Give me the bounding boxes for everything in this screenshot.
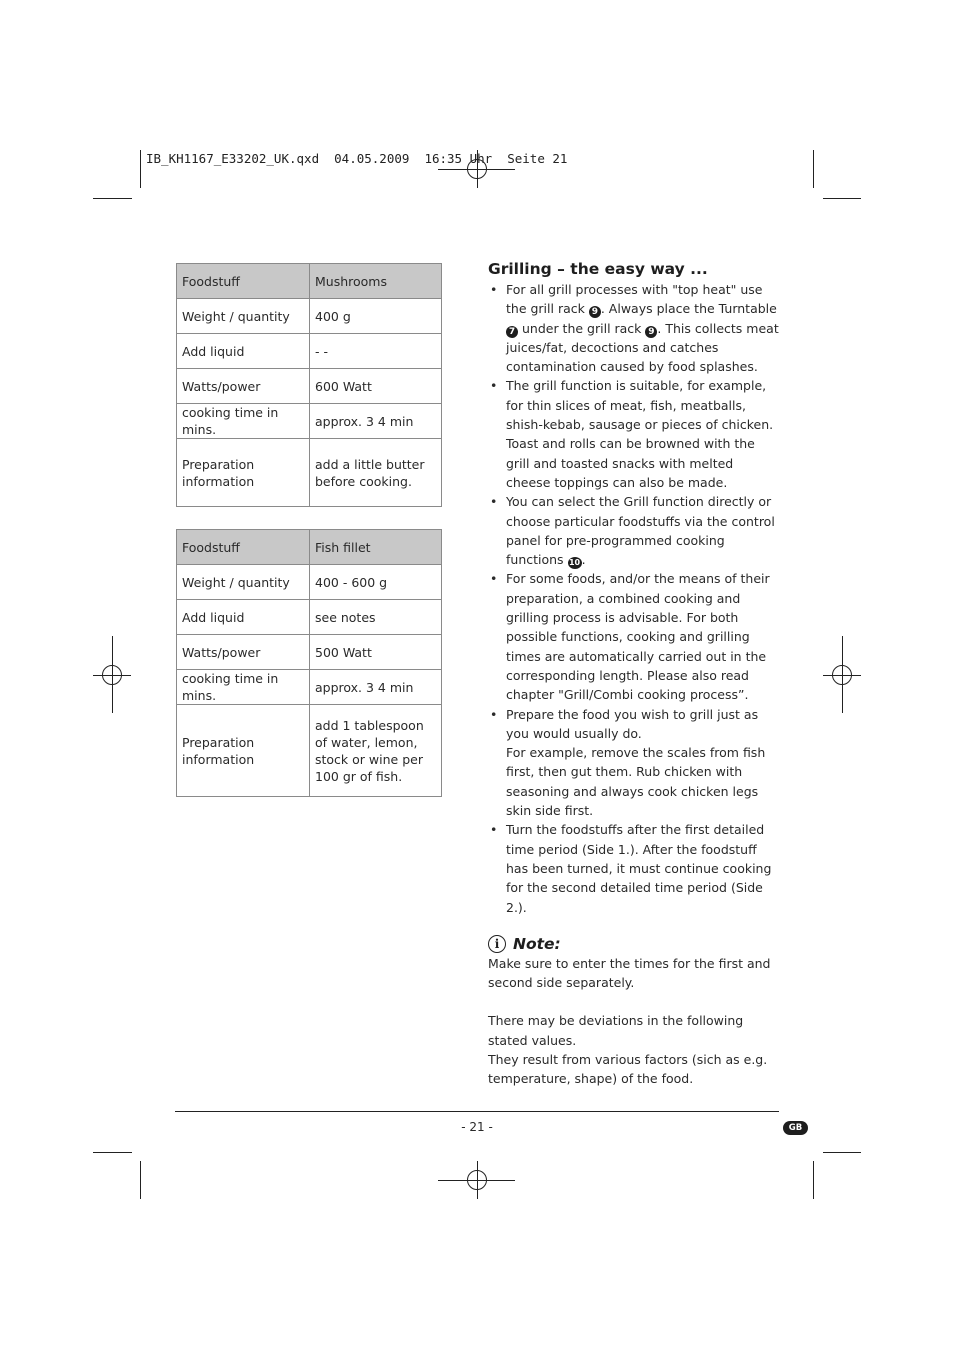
- table-row: [177, 635, 442, 670]
- table-cell: Weight / quantity: [177, 299, 310, 334]
- list-item-text: .: [581, 552, 586, 568]
- note-title: Note:: [513, 934, 561, 953]
- table-row: [177, 334, 442, 369]
- table-cell: 400 - 600 g: [310, 565, 442, 600]
- table-cell: 500 Watt: [310, 635, 442, 670]
- table-cell: approx. 3 4 min: [310, 670, 442, 705]
- list-item-text: . This collects meat juices/fat, decoctions and catches contamination caused by food splashes.: [506, 320, 779, 375]
- table-row: [177, 404, 442, 439]
- table-row: [177, 369, 442, 404]
- list-item-text: For some foods, and/or the means of their preparation, a combined cooking and grilling process is advisable. For both possible functions, cooking and grilling times are automatically carried out in the corresponding length. Please also read chapter "Grill/Combi cooking process”.: [506, 571, 770, 703]
- print-slug: IB_KH1167_E33202_UK.qxd 04.05.2009 16:35 Uhr Seite 21: [146, 151, 568, 166]
- page-number: - 21 -: [461, 1120, 493, 1134]
- note-paragraph: There may be deviations in the following stated values.: [488, 1013, 744, 1048]
- table-cell: add 1 tablespoon of water, lemon, stock or wine per 100 gr of fish.: [310, 705, 442, 797]
- list-item: [488, 820, 780, 916]
- section-title: Grilling – the easy way ...: [488, 260, 708, 278]
- number-badge: 9: [645, 326, 657, 338]
- table-cell: Watts/power: [177, 369, 310, 404]
- grilling-section: [488, 259, 780, 1089]
- table-cell: cooking time in mins.: [177, 404, 310, 439]
- table-cell: Preparation information: [177, 439, 310, 507]
- table-row: [177, 264, 442, 299]
- table-row: [177, 565, 442, 600]
- footer-rule: [175, 1111, 779, 1112]
- note-paragraph: Make sure to enter the times for the first and second side separately.: [488, 955, 771, 991]
- number-badge: 7: [506, 326, 518, 338]
- list-item-text: under the grill rack: [518, 320, 646, 336]
- list-item: [488, 569, 780, 704]
- note-heading: [488, 934, 780, 954]
- language-badge: GB: [783, 1121, 808, 1135]
- table-cell: Foodstuff: [177, 264, 310, 299]
- table-row: [177, 530, 442, 565]
- table-row: [177, 600, 442, 635]
- info-icon: i: [488, 935, 506, 953]
- list-item-text: Turn the foodstuffs after the first detailed time period (Side 1.). After the foodstuff has been turned, it must continue cooking for the second detailed time period (Side 2.).: [506, 822, 772, 915]
- list-item: [488, 376, 780, 492]
- table-cell: Add liquid: [177, 334, 310, 369]
- table-row: [177, 299, 442, 334]
- number-badge: 10: [568, 558, 581, 568]
- table-cell: approx. 3 4 min: [310, 404, 442, 439]
- list-item-text: You can select the Grill function directly or choose particular foodstuffs via the control panel for pre-programmed cooking functions: [506, 494, 775, 568]
- table-cell: Mushrooms: [310, 264, 442, 299]
- list-item-text: Prepare the food you wish to grill just as you would usually do.: [506, 706, 759, 741]
- table-cell: Fish fillet: [310, 530, 442, 565]
- fish-fillet-table: [176, 529, 442, 797]
- table-cell: 600 Watt: [310, 369, 442, 404]
- table-row: [177, 705, 442, 797]
- table-cell: Add liquid: [177, 600, 310, 635]
- table-row: [177, 439, 442, 507]
- list-item-text: For all grill processes with "top heat" use the grill rack: [506, 282, 763, 317]
- table-cell: cooking time in mins.: [177, 670, 310, 705]
- list-item: [488, 280, 780, 376]
- list-item-text: The grill function is suitable, for example, for thin slices of meat, fish, meatballs, shish-kebab, sausage or pieces of chicken. Toast and rolls can be browned with the grill and toasted snacks with melted cheese toppings can also be made.: [506, 378, 774, 490]
- list-item-text: . Always place the Turntable: [600, 301, 777, 317]
- table-row: [177, 670, 442, 705]
- list-item: [488, 705, 780, 821]
- table-cell: add a little butter before cooking.: [310, 439, 442, 507]
- table-cell: Preparation information: [177, 705, 310, 797]
- list-item-text: For example, remove the scales from fish first, then gut them. Rub chicken with seasoning and always cook chicken legs skin side first.: [506, 745, 766, 819]
- table-cell: 400 g: [310, 299, 442, 334]
- list-item: [488, 492, 780, 569]
- table-cell: - -: [310, 334, 442, 369]
- note-paragraph: They result from various factors (sich as e.g. temperature, shape) of the food.: [488, 1051, 768, 1087]
- grilling-instructions: [488, 280, 780, 917]
- table-cell: Watts/power: [177, 635, 310, 670]
- table-cell: Foodstuff: [177, 530, 310, 565]
- mushrooms-table: [176, 263, 442, 507]
- table-cell: see notes: [310, 600, 442, 635]
- table-cell: Weight / quantity: [177, 565, 310, 600]
- number-badge: 9: [589, 306, 601, 318]
